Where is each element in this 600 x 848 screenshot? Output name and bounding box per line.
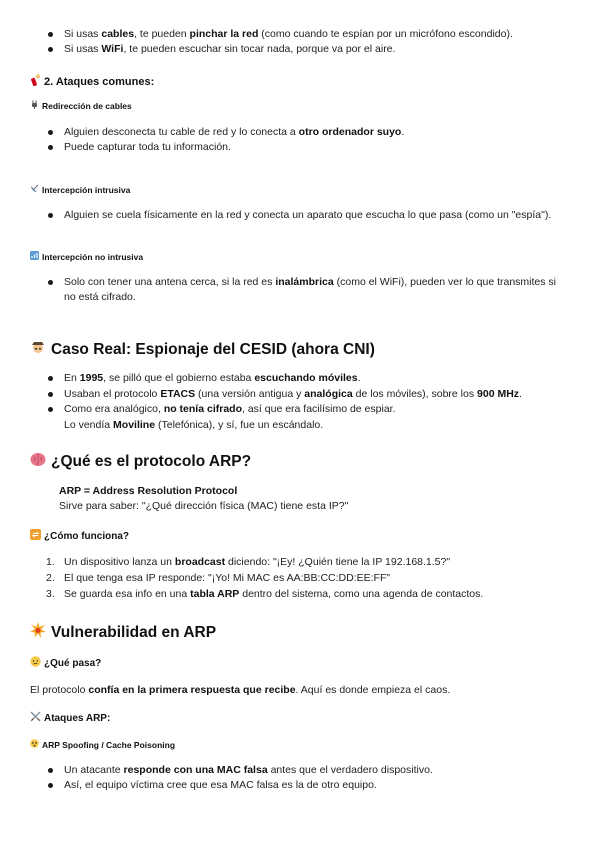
- signal-icon: [30, 251, 39, 262]
- attacks-heading: 2. Ataques comunes:: [30, 74, 154, 89]
- brain-icon: [30, 452, 46, 472]
- bold-text: inalámbrica: [275, 276, 334, 288]
- plug-icon: [30, 100, 39, 111]
- list-item: 2. El que tenga esa IP responde: "¡Yo! Mi MAC es AA:BB:CC:DD:EE:FF": [46, 572, 391, 584]
- bold-text: confía en la primera respuesta que recibe: [88, 684, 296, 696]
- list-item: Alguien desconecta tu cable de red y lo conecta a otro ordenador suyo.: [47, 125, 577, 140]
- no-intrusiva-list: [47, 275, 567, 305]
- list-item: Usaban el protocolo ETACS (una versión antigua y analógica de los móviles), sobre los 900 MHz.: [47, 387, 577, 403]
- list-item: 1. Un dispositivo lanza un broadcast diciendo: "¡Ey! ¿Quién tiene la IP 192.168.1.5?": [46, 556, 451, 568]
- subsection-heading-no-intrusiva: Intercepción no intrusiva: [30, 251, 143, 262]
- bold-text: 900 MHz: [477, 387, 520, 400]
- satellite-dish-icon: [30, 184, 39, 195]
- how-steps-list: [47, 554, 577, 602]
- repeat-icon: [30, 529, 41, 543]
- vuln-heading: Vulnerabilidad en ARP: [30, 622, 216, 643]
- bold-text: broadcast: [174, 556, 226, 568]
- how-heading: ¿Cómo funciona?: [30, 529, 129, 543]
- arp-definition-block: [59, 484, 348, 514]
- list-item: Así, el equipo víctima cree que esa MAC falsa es la de otro equipo.: [47, 778, 577, 793]
- bold-text: cables: [101, 28, 135, 40]
- collision-icon: [30, 622, 46, 643]
- top-bullet-list: [47, 27, 577, 57]
- subsection-heading-redireccion: Redirección de cables: [30, 100, 132, 111]
- list-item: Un atacante responde con una MAC falsa antes que el verdadero dispositivo.: [47, 763, 577, 778]
- spoofing-heading: ARP Spoofing / Cache Poisoning: [30, 739, 175, 750]
- arp-definition: ARP = Address Resolution Protocol: [59, 485, 238, 497]
- list-item: Si usas cables, te pueden pinchar la red (como cuando te espían por un micrófono escondido).: [47, 27, 577, 42]
- what-heading: ¿Qué pasa?: [30, 656, 101, 670]
- bold-text: no tenía cifrado: [163, 403, 242, 415]
- arp-heading: ¿Qué es el protocolo ARP?: [30, 452, 251, 472]
- list-item: Solo con tener una antena cerca, si la red es inalámbrica (como el WiFi), pueden ver lo que transmites si no está cifrado.: [47, 275, 567, 305]
- list-item: 3. Se guarda esa info en una tabla ARP dentro del sistema, como una agenda de contactos.: [46, 588, 484, 600]
- dizzy-face-icon: [30, 739, 39, 750]
- vuln-paragraph: El protocolo confía en la primera respuesta que recibe. Aquí es donde empieza el caos.: [30, 684, 451, 696]
- bold-text: pinchar la red: [189, 28, 259, 40]
- detective-icon: [30, 339, 46, 360]
- firecracker-icon: [30, 74, 41, 89]
- bold-text: WiFi: [101, 43, 124, 55]
- bold-text: responde con una MAC falsa: [123, 764, 268, 776]
- case-list: [47, 371, 577, 433]
- arp-purpose: Sirve para saber: "¿Qué dirección física (MAC) tiene esta IP?": [59, 500, 349, 512]
- pouting-face-icon: [30, 656, 41, 670]
- bold-text: analógica: [304, 387, 353, 400]
- list-item: Puede capturar toda tu información.: [47, 140, 577, 155]
- list-item: Alguien se cuela físicamente en la red y conecta un aparato que escucha lo que pasa (como un "espía").: [47, 208, 577, 223]
- bold-text: ETACS: [160, 387, 196, 400]
- redireccion-list: [47, 125, 577, 155]
- bold-text: escuchando móviles: [254, 372, 358, 384]
- bold-text: tabla ARP: [190, 588, 240, 600]
- arp-attacks-heading: Ataques ARP:: [30, 711, 110, 725]
- case-heading: Caso Real: Espionaje del CESID (ahora CNI): [30, 339, 375, 360]
- list-item: En 1995, se pilló que el gobierno estaba escuchando móviles.: [47, 371, 577, 387]
- crossed-swords-icon: [30, 711, 41, 725]
- list-item: Como era analógico, no tenía cifrado, así que era facilísimo de espiar. Lo vendía Moviline (Telefónica), y sí, fue un escándalo.: [47, 402, 577, 433]
- bold-text: otro ordenador suyo: [298, 126, 402, 138]
- list-item: Si usas WiFi, te pueden escuchar sin tocar nada, porque va por el aire.: [47, 42, 577, 57]
- intrusiva-list: [47, 208, 577, 223]
- bold-text: 1995: [79, 372, 104, 384]
- spoofing-list: [47, 763, 577, 793]
- subsection-heading-intrusiva: Intercepción intrusiva: [30, 184, 130, 195]
- bold-text: Moviline: [113, 418, 156, 431]
